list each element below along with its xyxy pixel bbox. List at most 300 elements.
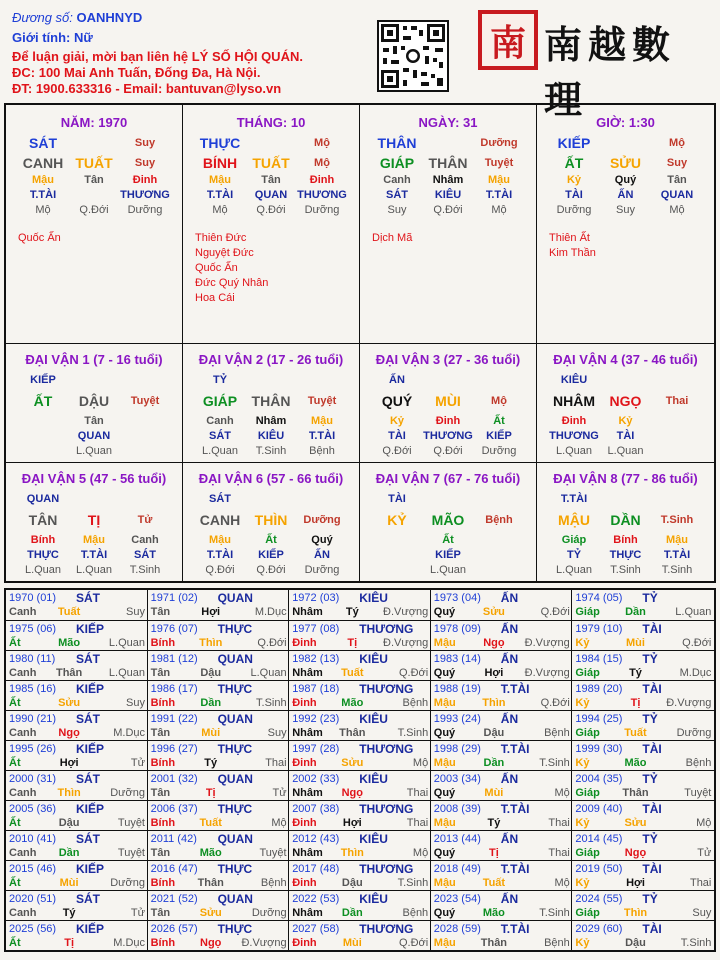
year-ten-god: SÁT: [76, 652, 100, 666]
year-detail-row: [575, 667, 711, 679]
year-stem: Tân: [150, 847, 171, 859]
hidden-stem: Quý: [311, 534, 333, 546]
year-life-stage: Thai: [548, 817, 570, 829]
gender-line: [12, 30, 93, 46]
year-label: 2014 (45): [575, 833, 623, 845]
hidden-ten-god: KIẾP: [258, 549, 284, 561]
year-cell: [572, 801, 714, 830]
dai-van-gods-row: [6, 547, 182, 563]
year-ten-god: THƯƠNG: [359, 622, 414, 636]
year-detail-row: [9, 667, 145, 679]
year-life-stage: Bệnh: [402, 697, 429, 709]
year-cell: [572, 651, 714, 680]
year-cell: [148, 831, 290, 860]
year-life-stage: Thai: [689, 877, 712, 889]
pillar-states-row: [183, 203, 359, 217]
hidden-ten-god: SÁT: [209, 430, 231, 442]
year-label: 2000 (31): [9, 773, 57, 785]
hidden-stem: Mậu: [83, 534, 105, 546]
year-branch: Thìn: [57, 787, 81, 799]
year-cell: [148, 891, 290, 920]
contact-line: Để luận giải, mời bạn liên hệ LÝ SỐ HỘI QUÁN.: [12, 49, 303, 64]
dai-van-cell: [537, 463, 714, 581]
dai-van-states-row: [537, 563, 714, 577]
year-ten-god: T.TÀI: [500, 802, 530, 816]
year-cell: [431, 801, 573, 830]
hidden-stem: Đinh: [132, 174, 158, 186]
year-stem: Đinh: [292, 877, 317, 889]
year-cell: [572, 741, 714, 770]
year-stem: Canh: [9, 847, 37, 859]
year-detail-row: [9, 877, 145, 889]
year-branch: Dậu: [483, 727, 505, 739]
year-life-stage: Dưỡng: [251, 907, 287, 919]
year-label: 1995 (26): [9, 743, 57, 755]
year-detail-row: [151, 877, 287, 889]
year-detail-row: [292, 727, 428, 739]
year-branch: Dậu: [200, 667, 222, 679]
year-stem: Canh: [9, 787, 37, 799]
year-life-stage: Đ.Vượng: [383, 606, 429, 618]
year-stem: Kỷ: [575, 877, 590, 889]
hidden-life-stage: L.Quan: [555, 564, 593, 576]
year-label: 1973 (04): [433, 592, 481, 604]
hidden-ten-god: THỰC: [609, 549, 642, 561]
year-stem: Giáp: [575, 847, 600, 859]
year-label: 1999 (30): [575, 743, 623, 755]
year-label: 2003 (34): [433, 773, 481, 785]
year-label: 1978 (09): [433, 623, 481, 635]
year-life-stage: L.Quan: [108, 667, 145, 679]
year-detail-row: [9, 606, 145, 618]
dai-van-hidden-row: [6, 533, 182, 547]
qr-code-icon: [377, 20, 449, 92]
dai-van-cell: [183, 463, 360, 581]
dai-van-states-row: [6, 563, 182, 577]
year-cell: [148, 741, 290, 770]
year-cell: [6, 831, 148, 860]
dai-van-branch: DẦN: [610, 512, 641, 528]
dai-van-hidden-row: [360, 533, 536, 547]
year-stem: Quý: [433, 907, 456, 919]
year-label: 2004 (35): [575, 773, 623, 785]
year-label: 2029 (60): [575, 923, 623, 935]
year-life-stage: Bệnh: [544, 727, 570, 739]
year-branch: Dậu: [341, 877, 363, 889]
year-life-stage: Thai: [406, 787, 429, 799]
hidden-life-stage: L.Quan: [75, 564, 113, 576]
dai-van-main-row: [537, 388, 714, 414]
year-branch: Thân: [339, 727, 366, 739]
year-ten-god: KIẾP: [76, 682, 105, 696]
year-branch: Hợi: [484, 667, 504, 679]
dai-van-ten-god: T.TÀI: [560, 493, 588, 505]
logo-text: 南越數理: [544, 22, 677, 122]
hidden-life-stage: T.Sinh: [129, 564, 161, 576]
year-ten-god: THỰC: [217, 622, 253, 636]
year-ten-god: ẤN: [500, 652, 519, 666]
hidden-stem: Ất: [442, 534, 454, 546]
pillar-stars: [183, 231, 359, 306]
pillar-ten-god: SÁT: [29, 135, 57, 151]
pillar-branch: SỬU: [609, 155, 642, 171]
year-detail-row: [151, 606, 287, 618]
year-life-stage: Bệnh: [544, 937, 570, 949]
year-label: 2010 (41): [9, 833, 57, 845]
hidden-stem: Đinh: [435, 415, 461, 427]
year-ten-god: KIÊU: [359, 892, 388, 906]
year-detail-row: [292, 877, 428, 889]
table-row: [6, 800, 714, 830]
year-cell: [431, 861, 573, 890]
year-life-stage: Tử: [130, 757, 145, 769]
hidden-life-stage: Dưỡng: [481, 445, 517, 457]
year-life-stage: Suy: [267, 727, 287, 739]
table-row: [6, 740, 714, 770]
year-branch: Thìn: [199, 637, 223, 649]
pillar-stem: CANH: [22, 155, 64, 171]
star-item: Thiên Đức: [195, 232, 247, 244]
year-cell: [572, 891, 714, 920]
hidden-stem: Ất: [493, 415, 505, 427]
year-ten-god: KIẾP: [76, 862, 105, 876]
year-branch: Tý: [204, 757, 218, 769]
dai-van-stem: QUÝ: [381, 393, 413, 409]
year-ten-god: ẤN: [500, 892, 519, 906]
year-branch: Tuất: [624, 727, 647, 739]
year-life-stage: Mộ: [696, 817, 712, 829]
star-item: Kim Thần: [549, 247, 596, 259]
year-detail-row: [9, 817, 145, 829]
hidden-stem: Bính: [30, 534, 56, 546]
dai-van-main-row: [183, 507, 359, 533]
year-detail-row: [151, 847, 287, 859]
year-ten-god: THỰC: [217, 862, 253, 876]
year-detail-row: [9, 937, 145, 949]
year-life-stage: T.Sinh: [539, 757, 570, 769]
year-label: 2005 (36): [9, 803, 57, 815]
dai-van-main-row: [6, 507, 182, 533]
year-stem: Nhâm: [292, 667, 323, 679]
year-branch: Hợi: [201, 606, 221, 618]
year-branch: Hợi: [342, 817, 362, 829]
year-cell: [148, 651, 290, 680]
year-label: 1994 (25): [575, 713, 623, 725]
year-stem: Mậu: [433, 937, 456, 949]
year-branch: Mùi: [342, 937, 362, 949]
year-ten-god: THỰC: [217, 682, 253, 696]
year-stem: Giáp: [575, 907, 600, 919]
year-stem: Mậu: [433, 697, 456, 709]
dai-van-star-row: [6, 372, 182, 388]
year-cell: [431, 651, 573, 680]
year-detail-row: [292, 847, 428, 859]
year-branch: Mão: [624, 757, 647, 769]
year-branch: Mão: [58, 637, 81, 649]
year-cell: [148, 681, 290, 710]
year-life-stage: Bệnh: [685, 757, 712, 769]
pillar-main-row: [360, 153, 536, 173]
year-stem: Ất: [9, 637, 21, 649]
year-label: 2026 (57): [150, 923, 198, 935]
year-detail-row: [151, 697, 287, 709]
year-life-stage: Mộ: [554, 787, 570, 799]
year-stem: Ất: [9, 697, 21, 709]
pillar-title: NĂM: 1970: [60, 115, 128, 130]
year-label: 1972 (03): [292, 592, 340, 604]
dai-van-gods-row: [183, 547, 359, 563]
year-label: 2017 (48): [292, 863, 340, 875]
hidden-ten-god: THƯƠNG: [549, 430, 599, 442]
year-branch: Sửu: [58, 697, 81, 709]
dai-van-star-row: [183, 372, 359, 388]
year-ten-god: TÀI: [642, 682, 662, 696]
hidden-life-stage: T.Sinh: [610, 564, 641, 576]
year-detail-row: [575, 727, 711, 739]
year-life-stage: Bệnh: [402, 907, 429, 919]
year-label: 2015 (46): [9, 863, 57, 875]
dai-van-life-stage: Dưỡng: [303, 514, 341, 526]
year-ten-god: TÀI: [642, 742, 662, 756]
year-ten-god: TỶ: [642, 652, 658, 666]
year-ten-god: TỶ: [642, 591, 658, 605]
year-label: 2023 (54): [433, 893, 481, 905]
dai-van-hidden-row: [183, 533, 359, 547]
year-label: 1993 (24): [433, 713, 481, 725]
table-row: [6, 770, 714, 800]
year-life-stage: Mộ: [271, 817, 287, 829]
hidden-stem: Mậu: [209, 534, 231, 546]
hidden-ten-god: ẤN: [314, 549, 330, 561]
hidden-stem: Mậu: [209, 174, 231, 186]
hidden-life-stage: L.Quan: [607, 445, 644, 457]
year-detail-row: [434, 667, 570, 679]
dai-van-cell: [6, 344, 183, 462]
year-label: 1977 (08): [292, 623, 340, 635]
dai-van-title: ĐẠI VẬN 2 (17 - 26 tuổi): [198, 352, 344, 367]
year-label: 1980 (11): [9, 653, 56, 665]
year-stem: Ất: [9, 937, 21, 949]
year-ten-god: TỶ: [642, 772, 658, 786]
year-detail-row: [434, 817, 570, 829]
table-row: [6, 860, 714, 890]
year-life-stage: Suy: [126, 697, 145, 709]
year-branch: Tị: [205, 787, 216, 799]
year-cell: [289, 921, 431, 950]
year-label: 2007 (38): [292, 803, 340, 815]
year-detail-row: [151, 817, 287, 829]
year-ten-god: ẤN: [500, 622, 519, 636]
year-label: 2016 (47): [150, 863, 198, 875]
pillar-gods-row: [537, 187, 714, 203]
year-branch: Dậu: [625, 937, 646, 949]
year-ten-god: THƯƠNG: [359, 802, 414, 816]
year-stem: Ất: [9, 877, 21, 889]
year-ten-god: T.TÀI: [500, 862, 530, 876]
dai-van-life-stage: Thai: [665, 395, 689, 407]
year-branch: Hợi: [59, 757, 79, 769]
hidden-stem: Kỷ: [566, 174, 582, 186]
hidden-stem: Nhâm: [255, 415, 287, 427]
year-detail-row: [434, 877, 570, 889]
year-cell: [6, 621, 148, 650]
year-stem: Ất: [9, 757, 21, 769]
hidden-stem: Mậu: [32, 174, 54, 186]
year-cell: [572, 921, 714, 950]
pillar-branch: TUẤT: [252, 155, 290, 171]
year-branch: Thìn: [340, 847, 364, 859]
year-branch: Mão: [482, 907, 505, 919]
pillar-cell: [537, 105, 714, 343]
dai-van-cell: [183, 344, 360, 462]
hidden-ten-god: KIẾP: [486, 430, 512, 442]
year-branch: Dần: [341, 907, 363, 919]
year-label: 1976 (07): [150, 623, 198, 635]
year-life-stage: Đ.Vượng: [524, 667, 570, 679]
star-item: Quốc Ấn: [195, 262, 238, 274]
dai-van-title: ĐẠI VẬN 3 (27 - 36 tuổi): [375, 352, 521, 367]
hidden-stem: Mậu: [666, 534, 688, 546]
year-stem: Quý: [433, 667, 456, 679]
year-label: 1985 (16): [9, 683, 57, 695]
year-detail-row: [151, 727, 287, 739]
person-name: OANHNYD: [76, 10, 143, 25]
year-stem: Quý: [433, 606, 456, 618]
year-cell: [431, 891, 573, 920]
year-branch: Ngọ: [483, 637, 505, 649]
dai-van-cell: [6, 463, 183, 581]
year-ten-god: KIẾP: [76, 922, 105, 936]
year-life-stage: T.Sinh: [256, 697, 287, 709]
year-stem: Mậu: [433, 757, 456, 769]
year-life-stage: T.Sinh: [680, 937, 712, 949]
pillar-main-row: [537, 153, 714, 173]
year-cell: [431, 681, 573, 710]
hidden-stem: Quý: [614, 174, 637, 186]
hidden-ten-god: TỶ: [566, 549, 582, 561]
year-detail-row: [292, 907, 428, 919]
hidden-life-stage: Q.Đới: [433, 204, 463, 216]
year-detail-row: [292, 606, 428, 618]
year-stem: Bính: [150, 757, 176, 769]
year-detail-row: [434, 697, 570, 709]
year-ten-god: SÁT: [76, 832, 100, 846]
year-stem: Tân: [150, 787, 171, 799]
hidden-ten-god: ẤN: [617, 189, 634, 201]
hidden-stem: Canh: [383, 174, 411, 186]
hidden-stem: Ất: [265, 534, 277, 546]
year-stem: Đinh: [292, 757, 317, 769]
year-label: 1970 (01): [9, 592, 57, 604]
dai-van-stem: NHÂM: [553, 393, 595, 409]
year-life-stage: Dưỡng: [110, 877, 145, 889]
year-branch: Thân: [55, 667, 83, 679]
year-ten-god: ẤN: [500, 832, 519, 846]
hidden-stem: Tân: [84, 174, 104, 186]
dai-van-states-row: [6, 444, 182, 458]
year-detail-row: [292, 637, 428, 649]
pillar-top-row: [360, 133, 536, 153]
year-branch: Dậu: [58, 817, 80, 829]
hidden-ten-god: KIÊU: [434, 189, 462, 201]
hidden-ten-god: SÁT: [386, 189, 408, 201]
year-ten-god: THƯƠNG: [359, 922, 414, 936]
dai-van-stem: ẤT: [33, 393, 53, 409]
address-line: ĐC: 100 Mai Anh Tuấn, Đống Đa, Hà Nội.: [12, 65, 261, 80]
year-label: 2020 (51): [9, 893, 57, 905]
pillar-gods-row: [6, 187, 182, 203]
name-label: Đương số:: [12, 10, 73, 25]
hidden-stem: Giáp: [561, 534, 587, 546]
year-label: 2011 (42): [150, 833, 197, 845]
year-branch: Mùi: [626, 637, 645, 649]
pillar-ten-god: THỰC: [199, 135, 241, 151]
table-row: [6, 650, 714, 680]
year-ten-god: TÀI: [642, 802, 662, 816]
year-branch: Tuất: [341, 667, 364, 679]
dai-van-states-row: [183, 444, 359, 458]
year-life-stage: Dưỡng: [110, 787, 145, 799]
pillar-life-stage-top: Suy: [134, 137, 156, 149]
year-ten-god: ẤN: [500, 712, 519, 726]
hidden-stem: Kỷ: [389, 415, 405, 427]
year-label: 1990 (21): [9, 713, 57, 725]
hidden-ten-god: T.TÀI: [308, 430, 336, 442]
year-cell: [572, 861, 714, 890]
dai-van-branch: NGỌ: [609, 393, 642, 409]
year-detail-row: [9, 637, 145, 649]
table-row: [6, 830, 714, 860]
year-life-stage: Q.Đới: [540, 697, 570, 709]
year-branch: Ngọ: [58, 727, 80, 739]
dai-van-stem: GIÁP: [202, 393, 238, 409]
hidden-life-stage: L.Quan: [429, 564, 467, 576]
dai-van-ten-god: TỶ: [212, 374, 228, 386]
name-line: [12, 10, 142, 26]
dai-van-branch: MÙI: [435, 393, 461, 409]
year-branch: Hợi: [626, 877, 645, 889]
pillar-cell: [360, 105, 537, 343]
gender-value: Nữ: [73, 30, 93, 45]
hidden-ten-god: THƯƠNG: [297, 189, 347, 201]
year-cell: [289, 681, 431, 710]
pillar-hidden-row: [183, 173, 359, 187]
year-branch: Mùi: [59, 877, 79, 889]
year-life-stage: L.Quan: [108, 637, 145, 649]
year-label: 1992 (23): [292, 713, 340, 725]
year-detail-row: [575, 907, 711, 919]
year-label: 1975 (06): [9, 623, 57, 635]
dai-van-ten-god: QUAN: [26, 493, 60, 505]
hidden-stem: Canh: [131, 534, 159, 546]
year-cell: [289, 590, 431, 620]
year-label: 2008 (39): [433, 803, 481, 815]
year-cell: [431, 590, 573, 620]
dai-van-states-row: [360, 563, 536, 577]
year-stem: Kỷ: [575, 937, 590, 949]
pillar-stem: GIÁP: [379, 155, 415, 171]
year-life-stage: M.Dục: [679, 667, 712, 679]
year-cell: [289, 861, 431, 890]
year-label: 1996 (27): [150, 743, 198, 755]
year-ten-god: T.TÀI: [500, 682, 530, 696]
hidden-life-stage: Q.Đới: [79, 204, 109, 216]
dai-van-branch: THÂN: [251, 393, 291, 409]
year-ten-god: THƯƠNG: [359, 742, 414, 756]
year-label: 2006 (37): [150, 803, 198, 815]
year-ten-god: ẤN: [500, 591, 519, 605]
year-stem: Mậu: [433, 637, 456, 649]
